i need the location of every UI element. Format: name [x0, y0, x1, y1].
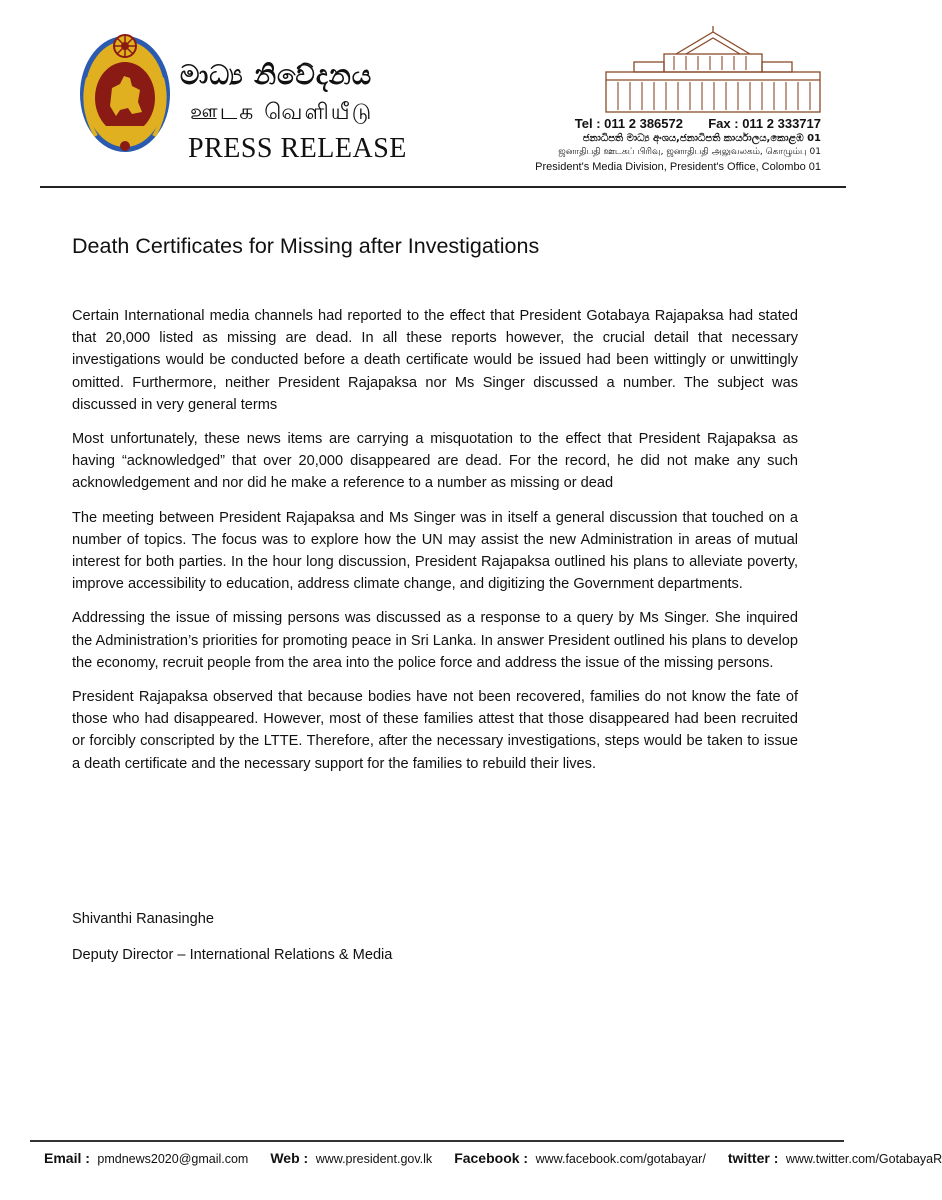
web-label: Web :	[270, 1150, 309, 1166]
paragraph: Certain International media channels had reported to the effect that President Gotabaya Rajapaksa had stated that 20,000 listed as missing are dead. In all these reports however, the crucial detail that necessary investigations would be conducted before a death certificate would be issued had been wittingly or unwittingly omitted. Furthermore, neither President Rajapaksa nor Ms Singer discussed a number. The subject was discussed in very general terms	[72, 308, 798, 413]
facebook-label: Facebook :	[454, 1150, 529, 1166]
tel-value: : 011 2 386572	[596, 116, 683, 131]
document-body	[72, 305, 798, 787]
paragraph: President Rajapaksa observed that because bodies have not been recovered, families do not know the fate of those who had disappeared. However, most of these families attest that those disappeared had been recruited or forcibly conscripted by the LTTE. Therefore, after the necessary investigations, steps would be taken to issue a death certificate and the necessary support for the families to rebuild their lives.	[72, 689, 798, 772]
footer-email	[44, 1150, 248, 1166]
address-sinhala: ජනාධිපති මාධ්‍ය අංශය,ජනාධිපති කාර්යාලය,කොළඹ 01	[582, 133, 821, 144]
footer-web	[270, 1150, 432, 1166]
header-divider	[40, 186, 846, 188]
address-tamil: ஜனாதிபதி ஊடகப் பிரிவு, ஜனாதிபதி அலுவலகம், கொழும்பு 01	[558, 147, 821, 157]
facebook-link[interactable]: www.facebook.com/gotabayar/	[535, 1152, 706, 1166]
email-label: Email :	[44, 1150, 90, 1166]
footer-divider	[30, 1140, 844, 1142]
document-title: Death Certificates for Missing after Investigations	[72, 234, 540, 258]
presidential-secretariat-building-icon	[604, 24, 822, 114]
fax-label: Fax	[708, 116, 731, 131]
footer-twitter	[728, 1150, 942, 1166]
letterhead	[0, 0, 849, 190]
title-english: PRESS RELEASE	[188, 133, 407, 164]
footer-facebook	[454, 1150, 706, 1166]
twitter-label: twitter :	[727, 1150, 779, 1166]
sri-lanka-emblem-icon	[76, 28, 174, 156]
paragraph: Most unfortunately, these news items are carrying a misquotation to the effect that President Rajapaksa as having “acknowledged” that over 20,000 disappeared are dead. For the record, he did not make any such acknowledgement and nor did he make a reference to a number as missing or dead	[72, 431, 798, 492]
contact-block	[535, 116, 821, 173]
phone-fax-line	[535, 116, 821, 131]
paragraph: Addressing the issue of missing persons was discussed as a response to a query by Ms Singer. She inquired the Administration’s priorities for promoting peace in Sri Lanka. In answer President outlined his plans to develop the economy, recruit people from the area into the police force and address the issue of the missing persons.	[72, 610, 798, 671]
web-link[interactable]: www.president.gov.lk	[315, 1152, 433, 1166]
title-tamil: ஊடக வெளியீடு	[190, 100, 374, 125]
signature-block	[72, 908, 392, 980]
email-link[interactable]: pmdnews2020@gmail.com	[97, 1152, 249, 1166]
footer-contacts	[44, 1150, 942, 1166]
twitter-link[interactable]: www.twitter.com/GotabayaR	[785, 1152, 942, 1166]
fax-value: : 011 2 333717	[734, 116, 821, 131]
signatory-title: Deputy Director – International Relations & Media	[72, 947, 393, 963]
paragraph: The meeting between President Rajapaksa and Ms Singer was in itself a general discussion that touched on a number of topics. The focus was to explore how the UN may assist the new Administration in areas of mutual interest for both parties. In the hour long discussion, President Rajapaksa outlined his plans to alleviate poverty, improve accessibility to education, address climate change, and digitizing the Government departments.	[72, 509, 798, 593]
address-english: President's Media Division, President's Office, Colombo 01	[535, 161, 821, 173]
signatory-name: Shivanthi Ranasinghe	[72, 911, 214, 927]
title-sinhala: මාධ්‍ය නිවේදනය	[180, 60, 373, 91]
tel-label: Tel	[574, 116, 593, 131]
